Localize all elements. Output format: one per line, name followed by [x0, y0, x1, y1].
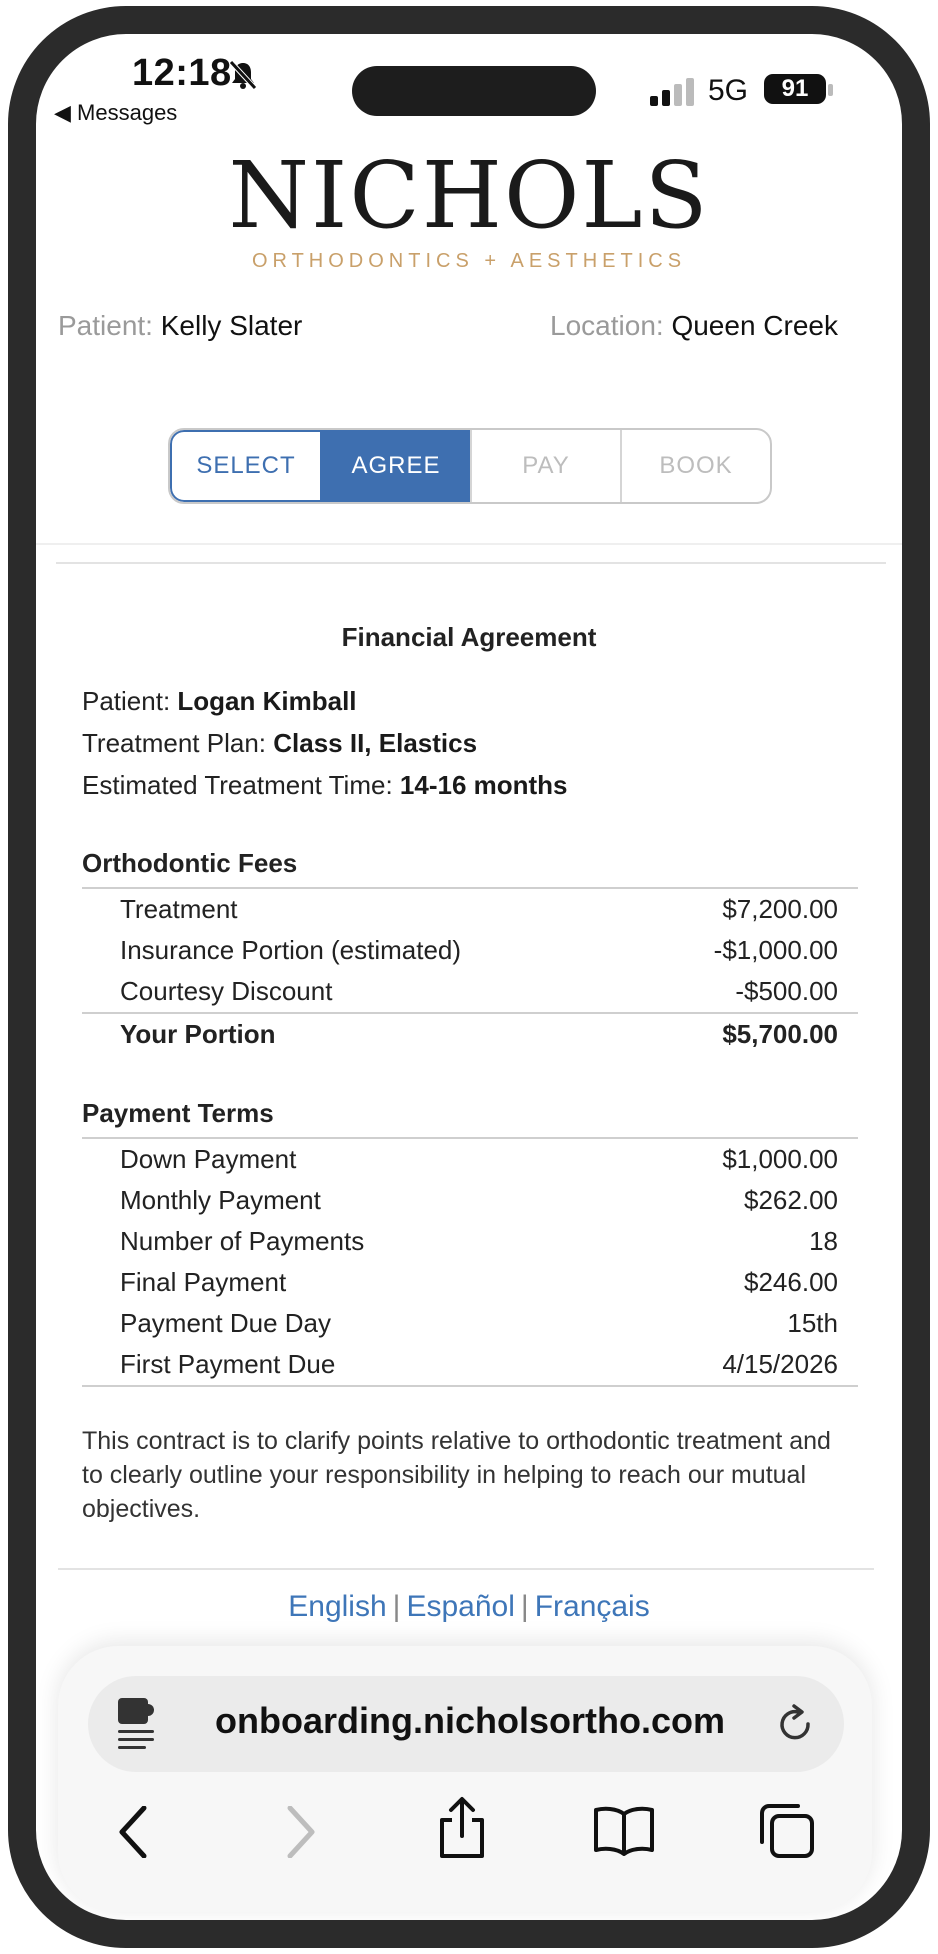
language-english[interactable]: English	[288, 1590, 387, 1623]
divider	[58, 1568, 874, 1570]
back-icon[interactable]	[118, 1806, 148, 1858]
brand-logo: NICHOLS	[228, 142, 710, 249]
fee-label: Treatment	[120, 894, 238, 924]
agreement-patient	[82, 686, 357, 717]
term-label: Number of Payments	[120, 1226, 365, 1256]
fee-row	[82, 889, 858, 930]
fee-value: -$500.00	[735, 976, 838, 1006]
step-agree[interactable]: AGREE	[322, 430, 470, 502]
term-row	[82, 1139, 858, 1180]
signal-icon	[650, 78, 698, 106]
status-time: 12:18	[132, 52, 232, 94]
battery-level: 91	[764, 74, 826, 104]
divider	[56, 562, 886, 564]
reload-icon[interactable]	[776, 1704, 816, 1748]
term-row	[82, 1344, 858, 1387]
fees-section	[82, 848, 858, 1055]
step-tabs	[168, 428, 772, 504]
term-label: Payment Due Day	[120, 1308, 331, 1338]
divider	[36, 543, 902, 545]
fee-label: Courtesy Discount	[120, 976, 333, 1006]
term-value: $262.00	[744, 1185, 838, 1215]
agreement-plan-value: Class II, Elastics	[273, 728, 478, 758]
fee-total-value: $5,700.00	[722, 1019, 838, 1049]
term-value: 18	[809, 1226, 838, 1256]
agreement-patient-label: Patient:	[82, 686, 171, 716]
fee-total-label: Your Portion	[120, 1019, 276, 1049]
fee-value: -$1,000.00	[713, 935, 838, 965]
share-icon[interactable]	[436, 1796, 488, 1860]
term-value: 4/15/2026	[722, 1349, 838, 1379]
patient-header	[58, 310, 302, 342]
fee-label: Insurance Portion (estimated)	[120, 935, 462, 965]
term-label: Monthly Payment	[120, 1185, 321, 1215]
tabs-icon[interactable]	[758, 1802, 816, 1860]
location-label: Location:	[550, 310, 664, 341]
language-spanish[interactable]: Español	[406, 1590, 515, 1623]
phone-frame	[8, 6, 930, 1948]
step-select[interactable]: SELECT	[170, 430, 322, 502]
bookmarks-icon[interactable]	[592, 1804, 656, 1856]
language-links: English | Español | Français	[288, 1590, 650, 1623]
fee-value: $7,200.00	[722, 894, 838, 924]
term-label: First Payment Due	[120, 1349, 336, 1379]
agreement-time-value: 14-16 months	[399, 770, 568, 800]
term-row	[82, 1221, 858, 1262]
term-label: Final Payment	[120, 1267, 287, 1297]
network-type: 5G	[708, 74, 749, 107]
forward-icon	[286, 1806, 316, 1858]
fees-heading: Orthodontic Fees	[82, 848, 858, 889]
location-header	[550, 310, 838, 342]
agreement-patient-value: Logan Kimball	[177, 686, 357, 716]
location-name: Queen Creek	[671, 310, 838, 341]
language-french[interactable]: Français	[534, 1590, 650, 1623]
battery-nub	[828, 84, 833, 96]
url-text[interactable]: onboarding.nicholsortho.com	[215, 1700, 725, 1741]
fee-row	[82, 930, 858, 971]
term-value: 15th	[787, 1308, 838, 1338]
term-row	[82, 1303, 858, 1344]
bell-slash-icon	[226, 58, 260, 92]
contract-text: This contract is to clarify points relative to orthodontic treatment and to clearly outline your responsibility in helping to reach our mutual objectives.	[82, 1427, 831, 1523]
step-pay[interactable]: PAY	[470, 430, 620, 502]
agreement-plan-label: Treatment Plan:	[82, 728, 267, 758]
fee-row	[82, 971, 858, 1012]
terms-heading: Payment Terms	[82, 1098, 858, 1139]
agreement-time-label: Estimated Treatment Time:	[82, 770, 393, 800]
term-label: Down Payment	[120, 1144, 297, 1174]
agreement-time	[82, 770, 568, 801]
patient-label: Patient:	[58, 310, 153, 341]
dynamic-island	[352, 66, 596, 116]
back-to-messages[interactable]: ◀ Messages	[54, 100, 178, 125]
patient-name: Kelly Slater	[160, 310, 303, 341]
terms-section	[82, 1098, 858, 1387]
agreement-plan	[82, 728, 477, 759]
step-book[interactable]: BOOK	[620, 430, 770, 502]
agreement-title: Financial Agreement	[341, 622, 597, 652]
term-row	[82, 1180, 858, 1221]
fee-total-row	[82, 1012, 858, 1055]
brand-tagline: ORTHODONTICS + AESTHETICS	[251, 250, 687, 272]
term-value: $1,000.00	[722, 1144, 838, 1174]
term-row	[82, 1262, 858, 1303]
term-value: $246.00	[744, 1267, 838, 1297]
